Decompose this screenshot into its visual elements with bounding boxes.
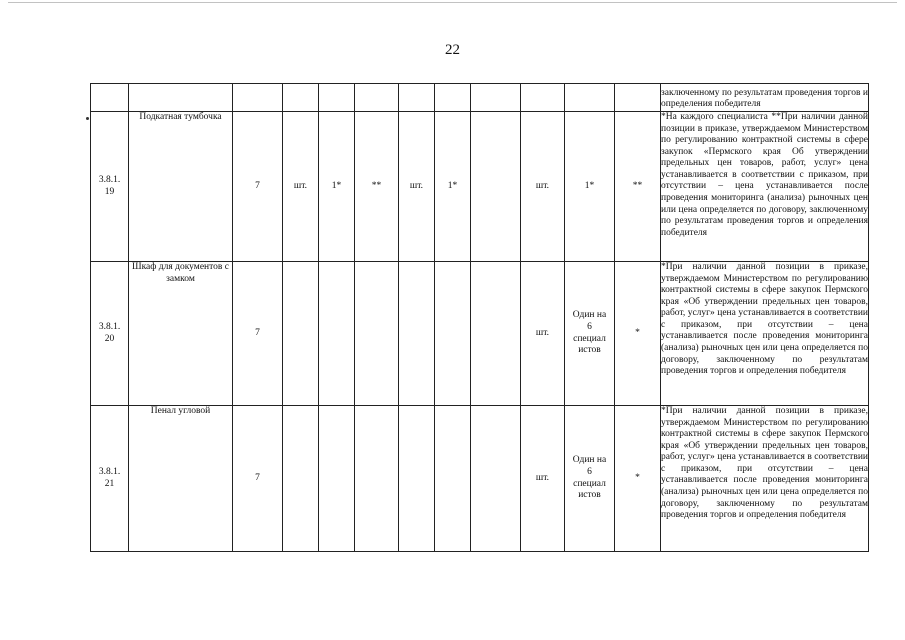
table-row [91,406,869,552]
empty-cell [283,262,319,406]
empty-cell [435,262,471,406]
empty-cell [399,406,435,552]
empty-cell [283,406,319,552]
empty-cell [319,262,355,406]
scan-mark-dot [86,117,89,120]
table-row [91,112,869,262]
quantity-cell: 1* [565,112,615,262]
item-number: 3.8.1. 19 [91,112,129,262]
empty-cell [355,406,399,552]
note-cell: *При наличии данной позиции в приказе, утверждаемом Министерством по регулированию контрактной системы в сфере закупок Пермского края «Об утверждении предельных цен товаров, работ, услуг» цена устанавливается в соответствии с приказом, при отсутствии – цена устанавливается после проведения мониторинга (анализа) рыночных цен или цена определяется по договору, заключенному по результатам проведения торгов и определения победителя [661,406,869,552]
item-code: 7 [233,262,283,406]
note-cell: *При наличии данной позиции в приказе, утверждаемом Министерством по регулированию контрактной системы в сфере закупок Пермского края «Об утверждении предельных цен товаров, работ, услуг» цена устанавливается в соответствии с приказом, при отсутствии – цена устанавливается после проведения мониторинга (анализа) рыночных цен или цена определяется по договору, заключенному по результатам проведения торгов и определения победителя [661,262,869,406]
item-name: Пенал угловой [129,406,233,552]
empty-cell [399,262,435,406]
price-cell: ** [355,112,399,262]
unit-cell: шт. [399,112,435,262]
quantity-cell: Один на 6 специал истов [565,262,615,406]
price-cell: * [615,262,661,406]
item-name: Подкатная тумбочка [129,112,233,262]
item-number: 3.8.1. 21 [91,406,129,552]
unit-cell: шт. [521,112,565,262]
quantity-cell: Один на 6 специал истов [565,406,615,552]
note-cell: заключенному по результатам проведения торгов и определения победителя [661,84,869,112]
unit-cell: шт. [521,262,565,406]
norms-table [90,83,869,552]
item-number: 3.8.1. 20 [91,262,129,406]
page-number: 22 [445,42,460,58]
item-name: Шкаф для документов с замком [129,262,233,406]
empty-cell [319,406,355,552]
quantity-cell: 1* [435,112,471,262]
note-cell: *На каждого специалиста **При наличии данной позиции в приказе, утверждаемом Министерством по регулированию контрактной системы в сфере закупок «Пермского края Об утверждении предельных цен товаров, работ, услуг» цена устанавливается в соответствии с приказом, при отсутствии – цена устанавливается после проведения мониторинга (анализа) рыночных цен или цена определяется по договору, заключенному по результатам проведения торгов и определения победителя [661,112,869,262]
empty-cell [435,406,471,552]
item-code: 7 [233,112,283,262]
unit-cell: шт. [521,406,565,552]
empty-cell [471,262,521,406]
price-cell: ** [615,112,661,262]
empty-cell [471,112,521,262]
item-code: 7 [233,406,283,552]
unit-cell: шт. [283,112,319,262]
quantity-cell: 1* [319,112,355,262]
scan-edge-line [8,2,897,3]
empty-cell [355,262,399,406]
table-row [91,84,869,112]
empty-cell [471,406,521,552]
price-cell: * [615,406,661,552]
table-row [91,262,869,406]
